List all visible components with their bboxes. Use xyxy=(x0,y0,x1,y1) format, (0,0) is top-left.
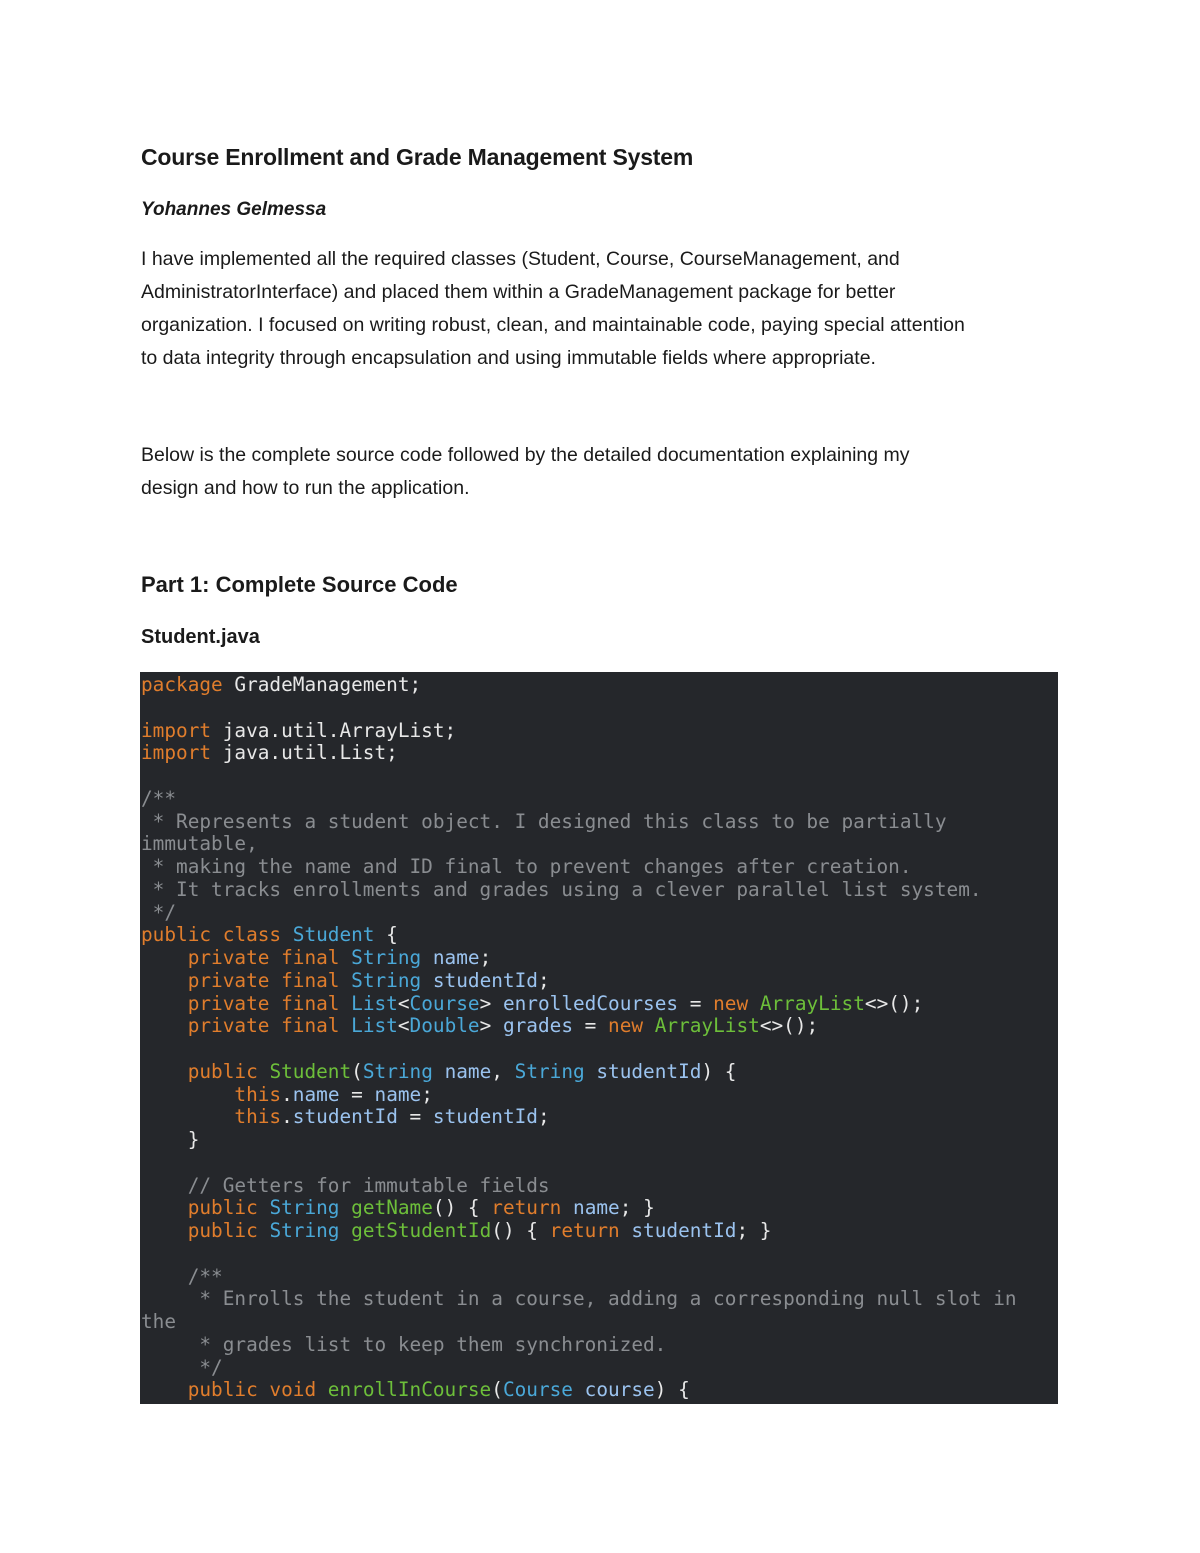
code-line xyxy=(141,1379,1058,1402)
code-token: public class xyxy=(141,923,293,947)
code-token: */ xyxy=(141,1355,223,1379)
code-token: ( xyxy=(351,1059,363,1083)
code-line xyxy=(141,742,1058,765)
code-token xyxy=(141,1265,188,1288)
code-token: = xyxy=(397,1105,433,1129)
code-token: studentId xyxy=(631,1219,737,1242)
code-token: ; xyxy=(421,1082,433,1106)
code-token: public xyxy=(187,1059,270,1083)
author-name: Yohannes Gelmessa xyxy=(141,199,327,220)
code-token: getStudentId xyxy=(351,1219,492,1242)
code-token: java.util.List; xyxy=(211,741,398,765)
code-token: new xyxy=(608,1014,655,1038)
code-token: return xyxy=(549,1219,632,1242)
part1-heading: Part 1: Complete Source Code xyxy=(141,572,458,597)
code-token: private final xyxy=(187,1014,352,1038)
code-token: */ xyxy=(141,900,177,924)
code-token: private final xyxy=(187,968,352,992)
code-token: () { xyxy=(491,1219,550,1242)
paragraph-line: to data integrity through encapsulation and using immutable fields where appropriate. xyxy=(141,347,876,369)
code-token: String xyxy=(269,1196,352,1220)
code-line xyxy=(141,947,1058,970)
code-line xyxy=(141,720,1058,743)
code-line xyxy=(141,902,1058,925)
code-token: return xyxy=(491,1196,574,1220)
code-token: > xyxy=(479,991,503,1015)
code-token xyxy=(141,969,188,992)
code-token: <>(); xyxy=(864,991,924,1015)
code-line xyxy=(141,993,1058,1016)
code-token: Student xyxy=(292,923,375,947)
code-token: public void xyxy=(187,1378,328,1402)
code-line xyxy=(141,833,1058,856)
code-token: ( xyxy=(491,1378,503,1402)
code-token: ; xyxy=(537,1105,550,1129)
code-token: = xyxy=(678,991,714,1015)
code-token: public xyxy=(187,1196,270,1220)
code-token: Course xyxy=(409,991,480,1015)
code-token: import xyxy=(141,741,212,765)
code-line xyxy=(141,1015,1058,1038)
code-token: ; } xyxy=(619,1196,655,1220)
paragraph-line: Below is the complete source code followed by the detailed documentation explaining my xyxy=(141,444,910,466)
code-token: , xyxy=(491,1059,515,1083)
code-token: grades xyxy=(502,1014,573,1038)
code-line xyxy=(141,1038,1058,1061)
code-token: List xyxy=(351,991,398,1015)
code-token: ArrayList xyxy=(759,991,865,1015)
code-token: Double xyxy=(409,1014,480,1038)
code-token: { xyxy=(374,923,398,947)
code-line xyxy=(141,788,1058,811)
code-token: = xyxy=(339,1082,375,1106)
code-token: () { xyxy=(432,1196,492,1220)
code-token: studentId xyxy=(584,1059,702,1083)
code-token: String xyxy=(351,946,422,969)
code-token: public xyxy=(187,1219,270,1242)
code-token: getName xyxy=(351,1196,433,1220)
paragraph-line: AdministratorInterface) and placed them within a GradeManagement package for better xyxy=(141,281,896,303)
intro-paragraph xyxy=(141,243,1061,375)
paragraph-line: design and how to run the application. xyxy=(141,477,470,499)
code-token: . xyxy=(281,1105,293,1129)
code-line xyxy=(141,924,1058,947)
code-token: this xyxy=(234,1105,282,1129)
code-token: GradeManagement; xyxy=(222,673,422,696)
code-line xyxy=(141,1266,1058,1289)
code-token: ; } xyxy=(736,1219,772,1242)
code-token xyxy=(141,1378,188,1401)
code-token: <>(); xyxy=(759,1014,819,1038)
code-token: ArrayList xyxy=(654,1014,760,1038)
code-token: name xyxy=(374,1082,422,1106)
code-token xyxy=(141,992,188,1015)
code-line xyxy=(141,674,1058,697)
code-token: // Getters for immutable fields xyxy=(187,1173,550,1197)
code-token: enrollInCourse xyxy=(327,1378,492,1402)
code-token: < xyxy=(397,991,410,1015)
code-token: . xyxy=(281,1082,293,1106)
code-token: immutable, xyxy=(141,832,258,856)
code-token: * grades list to keep them synchronized. xyxy=(141,1332,667,1356)
code-token: * It tracks enrollments and grades using a clever parallel list system. xyxy=(141,877,982,901)
code-token: * making the name and ID final to prevent changes after creation. xyxy=(141,855,912,878)
file-heading: Student.java xyxy=(141,626,260,648)
code-token: > xyxy=(479,1014,503,1038)
code-line xyxy=(141,1220,1058,1243)
code-line xyxy=(141,1334,1058,1357)
code-token: < xyxy=(397,1014,410,1038)
code-token: enrolledCourses xyxy=(502,991,679,1015)
code-token: name xyxy=(432,1059,492,1083)
paragraph-line: organization. I focused on writing robust, clean, and maintainable code, paying special attention xyxy=(141,314,965,336)
code-line xyxy=(141,1061,1058,1084)
code-token xyxy=(141,1219,188,1242)
code-token xyxy=(141,1196,188,1219)
code-token: ; xyxy=(479,946,492,969)
code-line xyxy=(141,1152,1058,1175)
code-line xyxy=(141,1129,1058,1152)
code-token xyxy=(141,946,188,969)
code-token: new xyxy=(713,991,760,1015)
code-line xyxy=(141,970,1058,993)
code-line xyxy=(141,879,1058,902)
code-token: course xyxy=(572,1378,655,1402)
code-token: /** xyxy=(187,1264,223,1288)
code-line xyxy=(141,1106,1058,1129)
code-token xyxy=(141,1083,234,1106)
code-token: studentId xyxy=(432,1105,538,1129)
code-line xyxy=(141,1243,1058,1266)
document-title: Course Enrollment and Grade Management System xyxy=(141,144,694,170)
code-token: the xyxy=(141,1310,177,1333)
code-token: * Represents a student object. I designed this class to be partially xyxy=(141,809,947,833)
code-token: name xyxy=(421,946,480,969)
code-token: String xyxy=(514,1059,585,1083)
code-line xyxy=(141,1357,1058,1380)
code-token: name xyxy=(573,1196,620,1220)
code-token: package xyxy=(141,673,223,696)
code-token: Course xyxy=(502,1378,573,1402)
code-token: name xyxy=(292,1082,340,1106)
code-token: studentId xyxy=(292,1105,398,1129)
code-line xyxy=(141,765,1058,788)
code-line xyxy=(141,856,1058,879)
code-line xyxy=(141,1084,1058,1107)
code-token: Student xyxy=(269,1059,352,1083)
code-token: ) { xyxy=(654,1378,690,1402)
code-line xyxy=(141,697,1058,720)
code-token: studentId xyxy=(421,968,538,992)
code-token: private final xyxy=(187,991,352,1015)
code-token: String xyxy=(362,1059,433,1083)
code-line xyxy=(141,1311,1058,1334)
code-token: ; xyxy=(537,968,550,992)
code-token xyxy=(141,1060,188,1083)
code-token: this xyxy=(234,1082,282,1106)
below-paragraph xyxy=(141,439,1061,505)
code-line xyxy=(141,811,1058,834)
code-block xyxy=(140,672,1058,1404)
code-token xyxy=(141,1174,188,1197)
code-token: private final xyxy=(187,946,352,969)
code-token xyxy=(141,1105,234,1128)
code-token: java.util.ArrayList; xyxy=(211,718,457,742)
code-token: = xyxy=(573,1014,609,1038)
code-token: String xyxy=(351,968,422,992)
code-line xyxy=(141,1197,1058,1220)
code-token: List xyxy=(351,1014,398,1038)
code-line xyxy=(141,1288,1058,1311)
code-line xyxy=(141,1175,1058,1198)
code-token xyxy=(141,1014,188,1037)
code-token: ) { xyxy=(701,1059,737,1083)
code-token: } xyxy=(141,1128,200,1151)
code-token: * Enrolls the student in a course, adding a corresponding null slot in xyxy=(141,1287,1017,1311)
code-token: String xyxy=(269,1219,352,1242)
code-token: /** xyxy=(141,786,177,810)
paragraph-line: I have implemented all the required classes (Student, Course, CourseManagement, and xyxy=(141,248,900,270)
code-token: import xyxy=(141,718,212,742)
